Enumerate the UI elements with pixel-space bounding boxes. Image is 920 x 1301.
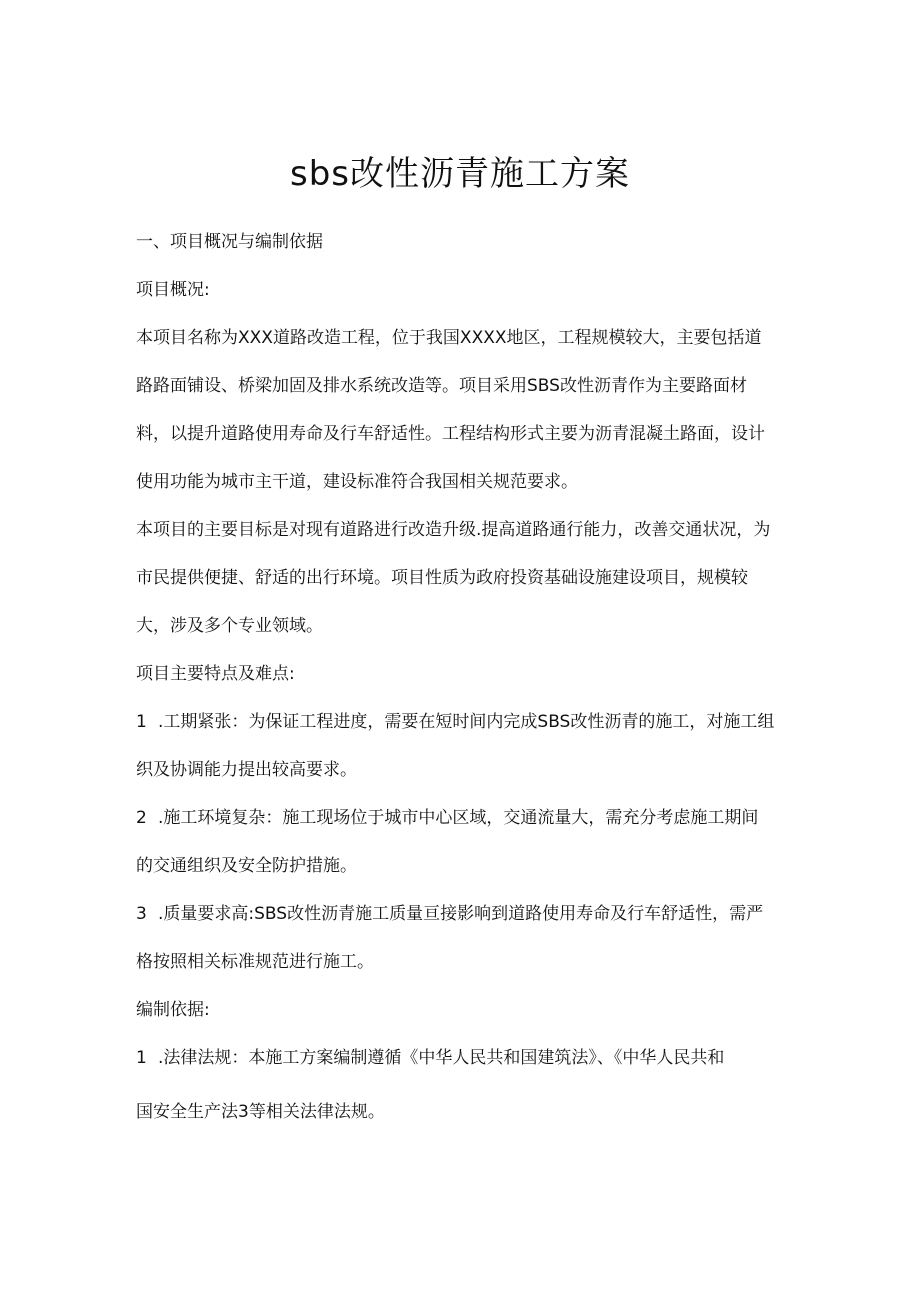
overview-para2-line2: 市民提供便捷、舒适的出行环境。项目性质为政府投资基础设施建设项目，规模较	[136, 568, 748, 588]
overview-para2-line1: 本项目的主要目标是对现有道路进行改造升级.提高道路通行能力，改善交通状况，为	[136, 520, 771, 540]
features-label: 项目主要特点及难点:	[136, 664, 295, 684]
feature-2-text: .施工环境复杂：施工现场位于城市中心区域，交通流量大，需充分考虑施工期间	[158, 808, 759, 828]
overview-para1-line1: 本项目名称为XXX道路改造工程，位于我国XXXX地区，工程规模较大，主要包括道	[136, 328, 762, 348]
feature-1-text: .工期紧张：为保证工程进度，需要在短时间内完成SBS改性沥青的施工，对施工组	[158, 712, 775, 732]
overview-para1-line4: 使用功能为城市主干道，建设标准符合我国相关规范要求。	[136, 472, 578, 492]
overview-para1-line2: 路路面铺设、桥梁加固及排水系统改造等。项目采用SBS改性沥青作为主要路面材	[136, 376, 747, 396]
feature-3-line1	[136, 902, 763, 926]
feature-2-line1	[136, 806, 758, 830]
feature-1-number: 1	[136, 712, 147, 732]
document-title: sbs改性沥青施工方案	[289, 154, 630, 194]
overview-para2-line3: 大，涉及多个专业领域。	[136, 616, 323, 636]
feature-1-line1	[136, 710, 774, 734]
overview-label: 项目概况:	[136, 280, 210, 300]
feature-3-number: 3	[136, 904, 147, 924]
basis-1-line2: 国安全生产法3等相关法律法规。	[136, 1102, 385, 1122]
feature-3-text: .质量要求高:SBS改性沥青施工质量亘接影响到道路使用寿命及行车舒适性，需严	[158, 904, 764, 924]
overview-para1-line3: 料，以提升道路使用寿命及行车舒适性。工程结构形式主要为沥青混凝土路面，设计	[136, 424, 765, 444]
feature-2-line2: 的交通组织及安全防护措施。	[136, 856, 357, 876]
basis-1-text: .法律法规：本施工方案编制遵循《中华人民共和国建筑法》、《中华人民共和	[158, 1048, 725, 1068]
feature-1-line2: 织及协调能力提出较高要求。	[136, 760, 357, 780]
basis-1-number: 1	[136, 1048, 147, 1068]
feature-2-number: 2	[136, 808, 147, 828]
basis-1-line1	[136, 1046, 724, 1070]
section-heading: 一、项目概况与编制依据	[136, 232, 323, 252]
basis-label: 编制依据:	[136, 1000, 210, 1020]
feature-3-line2: 格按照相关标准规范进行施工。	[136, 952, 374, 972]
